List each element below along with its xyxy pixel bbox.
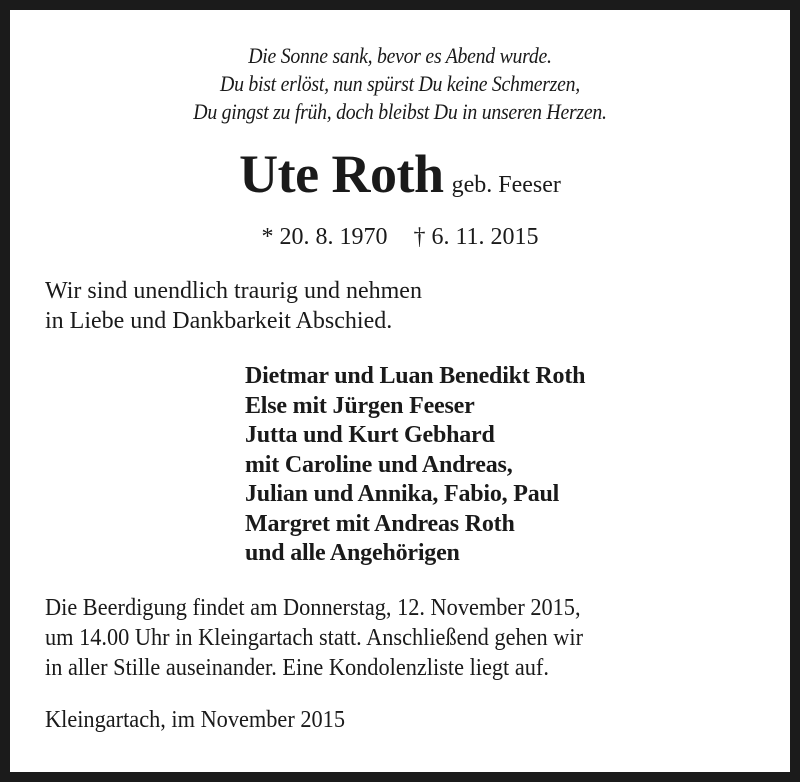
deceased-name: Ute Roth <box>239 144 444 204</box>
birth-date: * 20. 8. 1970 <box>261 224 388 250</box>
maiden-name: geb. Feeser <box>451 172 561 198</box>
life-dates <box>10 222 790 252</box>
poem-line: Du gingst zu früh, doch bleibst Du in unseren Herzen. <box>193 99 607 124</box>
mourner-line: Julian und Annika, Fabio, Paul <box>245 481 560 507</box>
mourner-line: Margret mit Andreas Roth <box>245 510 515 537</box>
funeral-details <box>45 593 583 683</box>
mourners-list <box>245 362 585 569</box>
place-and-date: Kleingartach, im November 2015 <box>45 707 345 733</box>
obituary-notice <box>10 10 790 772</box>
poem-line: Du bist erlöst, nun spürst Du keine Schmerzen, <box>220 71 580 96</box>
intro-line: Wir sind unendlich traurig und nehmen <box>45 278 422 304</box>
funeral-line: Die Beerdigung findet am Donnerstag, 12. November 2015, <box>45 595 581 621</box>
funeral-line: um 14.00 Uhr in Kleingartach statt. Anschließend gehen wir <box>45 625 584 651</box>
death-date: † 6. 11. 2015 <box>413 224 539 250</box>
intro-line: in Liebe und Dankbarkeit Abschied. <box>45 308 393 334</box>
mourner-line: Else mit Jürgen Feeser <box>245 392 475 419</box>
poem-line: Die Sonne sank, bevor es Abend wurde. <box>248 43 552 68</box>
mourner-line: Jutta und Kurt Gebhard <box>245 422 495 448</box>
memorial-poem <box>49 42 751 126</box>
funeral-line: in aller Stille auseinander. Eine Kondolenzliste liegt auf. <box>45 655 549 681</box>
deceased-heading <box>10 142 790 206</box>
mourner-line: mit Caroline und Andreas, <box>245 451 513 478</box>
farewell-statement <box>45 276 422 336</box>
mourner-line: Dietmar und Luan Benedikt Roth <box>245 363 586 389</box>
mourner-line: und alle Angehörigen <box>245 540 460 566</box>
